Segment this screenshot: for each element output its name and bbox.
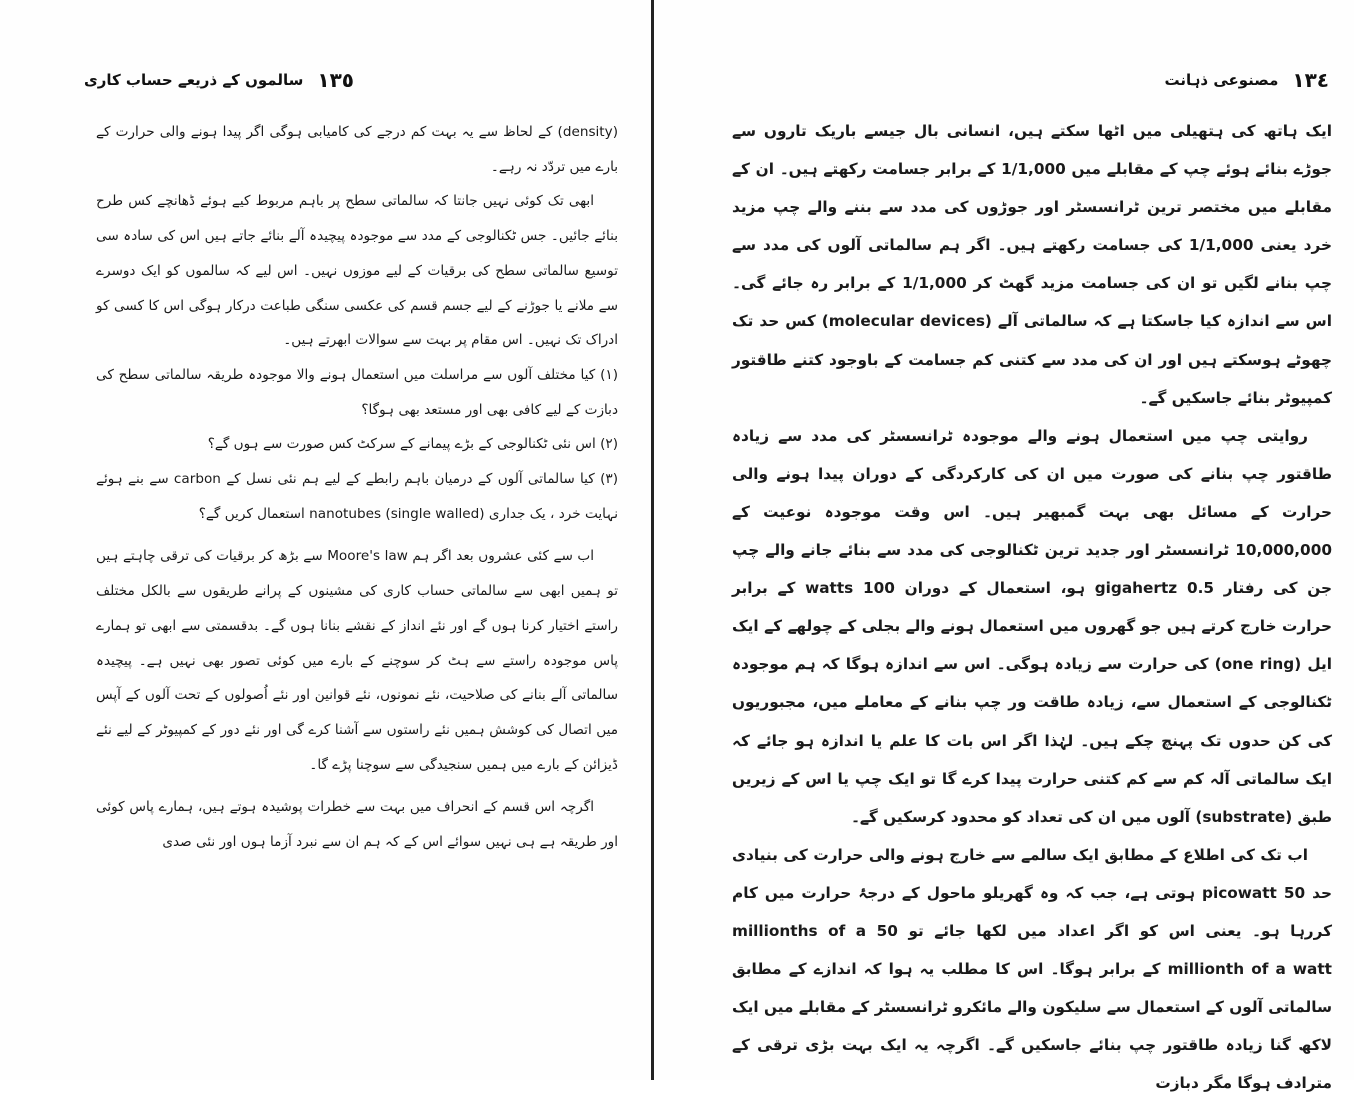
left-paragraph-1: (density) کے لحاظ سے یہ بہت کم درجے کی کامیابی ہوگی اگر پیدا ہونے والی حرارت کے بارے میں تردّد نہ رہے۔ — [96, 124, 618, 175]
left-page — [0, 0, 651, 1080]
left-question-1: (۱) کیا مختلف آلوں سے مراسلت میں استعمال ہونے والا موجودہ طریقہ سالماتی سطح کی دبازت کے لیے کافی بھی اور مستعد بھی ہوگا؟ — [96, 366, 618, 418]
right-page-header — [1099, 66, 1329, 94]
right-page-number: ١٣٤ — [1292, 68, 1329, 92]
right-paragraph-3: اب تک کی اطلاع کے مطابق ایک سالمے سے خارج ہونے والی حرارت کی بنیادی حد 50 picowatt ہوتی ہے، جب کہ وہ گھریلو ماحول کے درجۂ حرارت میں کام کررہا ہو۔ یعنی اس کو اگر اعداد میں لکھا جائے تو 50 millionths of a millionth of a watt کے برابر ہوگا۔ اس کا مطلب یہ ہوا کہ اندازے کے مطابق سالماتی آلوں کے استعمال سے سلیکون والے مائکرو ٹرانسسٹر کے مقابلے میں ایک لاکھ گنا زیادہ طاقتور چپ بنائے جاسکیں گے۔ اگرچہ یہ ایک بہت بڑی ترقی کے مترادف ہوگا مگر دبازت — [732, 845, 1333, 1093]
right-page-body — [732, 112, 1332, 1102]
left-page-number: ١٣٥ — [317, 68, 354, 92]
left-page-body — [96, 115, 618, 860]
right-paragraph-1: ایک ہاتھ کی ہتھیلی میں اٹھا سکتے ہیں، انسانی بال جیسے باریک تاروں سے جوڑے بنائے ہوئے چپ کے مقابلے میں 1/1,000 کے برابر جسامت رکھتے ہیں۔ ان کے مقابلے میں مختصر ترین ٹرانسسٹر اور جوڑوں کی مدد سے بننے والے چپ مزید خرد یعنی 1/1,000 کی جسامت رکھتے ہیں۔ اگر ہم سالماتی آلوں کی مدد سے چپ بنانے لگیں تو ان کی جسامت مزید گھٹ کر 1/1,000 کے برابر رہ جائے گی۔ اس سے اندازہ کیا جاسکتا ہے کہ سالماتی آلے (molecular devices) کس حد تک چھوٹے ہوسکتے ہیں اور ان کی مدد سے کتنی کم جسامت کے باوجود کتنے طاقتور کمپیوٹر بنائے جاسکیں گے۔ — [732, 122, 1332, 407]
left-running-title: سالموں کے ذریعے حساب کاری — [83, 71, 304, 89]
right-page — [654, 0, 1354, 1093]
right-running-title: مصنوعی ذہانت — [1164, 71, 1279, 89]
left-paragraph-3: اب سے کئی عشروں بعد اگر ہم Moore's law سے بڑھ کر برقیات کی ترقی چاہتے ہیں تو ہمیں ابھی سے سالماتی حساب کاری کی مشینوں کے پرانے طریقوں سے بالکل مختلف راستے اختیار کرنا ہوں گے اور نئے انداز کے نقشے بنانا ہوں گے۔ بدقسمتی سے ابھی تو ہمارے پاس موجودہ راستے سے ہٹ کر سوچنے کے بارے میں کوئی تصور بھی نہیں ہے۔ پیچیدہ سالماتی آلے بنانے کی صلاحیت، نئے نمونوں، نئے قوانین اور نئے اُصولوں کے تحت آلوں کے آپس میں اتصال کی کوشش ہمیں نئے راستوں سے آشنا کرے گی اور نئے دور کے کمپیوٹر کے لیے نئے ڈیزائن کے بارے میں ہمیں سنجیدگی سے سوچنا پڑے گا۔ — [96, 548, 618, 773]
left-paragraph-4: اگرچہ اس قسم کے انحراف میں بہت سے خطرات پوشیدہ ہوتے ہیں، ہمارے پاس کوئی اور طریقہ ہے ہی نہیں سوائے اس کے کہ ہم ان سے نبرد آزما ہوں اور نئی صدی — [96, 799, 618, 851]
left-paragraph-2: ابھی تک کوئی نہیں جانتا کہ سالماتی سطح پر باہم مربوط کیے ہوئے ڈھانچے کس طرح بنائے جائیں۔ جس ٹکنالوجی کے مدد سے موجودہ پیچیدہ آلے بنائے جاتے ہیں اس کی سادہ سی توسیع سالماتی سطح کی برقیات کے لیے موزوں نہیں۔ اس لیے کہ سالموں کو ایک دوسرے سے ملانے یا جوڑنے کے لیے جسم قسم کی عکسی سنگی طباعت درکار ہوگی اس کا کسی کو ادراک تک نہیں۔ اس مقام پر بہت سے سوالات ابھرتے ہیں۔ — [96, 193, 618, 349]
left-question-3: (۳) کیا سالماتی آلوں کے درمیان باہم رابطے کے لیے ہم نئی نسل کے carbon سے بنے ہوئے نہایت خرد ، یک جداری (single walled) nanotubes استعمال کریں گے؟ — [96, 471, 619, 522]
left-question-2: (۲) اس نئی ٹکنالوجی کے بڑے پیمانے کے سرکٹ کس صورت سے ہوں گے؟ — [207, 436, 618, 453]
right-paragraph-2: روایتی چپ میں استعمال ہونے والے موجودہ ٹرانسسٹر کی مدد سے زیادہ طاقتور چپ بنانے کی صورت میں ان کی کارکردگی کے دوران پیدا ہونے والی حرارت کے مسائل بھی بہت گمبھیر ہیں۔ اس وقت موجودہ نوعیت کے 10,000,000 ٹرانسسٹر اور جدید ترین ٹکنالوجی کی مدد سے بنائے جانے والے چپ جن کی رفتار 0.5 gigahertz ہو، استعمال کے دوران 100 watts کے برابر حرارت خارج کرتے ہیں جو گھروں میں استعمال ہونے والے بجلی کے چولھے کے ایک ایل (one ring) کی حرارت سے زیادہ ہوگی۔ اس سے اندازہ ہوگا کہ ہم موجودہ ٹکنالوجی کے استعمال سے، زیادہ طاقت ور چپ بنانے کے معاملے میں، مجبوریوں کی کن حدوں تک پہنچ چکے ہیں۔ لہٰذا اگر اس بات کا علم یا اندازہ ہو جائے کہ ایک سالماتی آلہ کم سے کم کتنی حرارت پیدا کرے گا تو ایک چپ یا اس کے زیریں طبق (substrate) آلوں میں ان کی تعداد کو محدود کرسکیں گے۔ — [732, 426, 1333, 826]
left-page-header — [83, 66, 354, 94]
